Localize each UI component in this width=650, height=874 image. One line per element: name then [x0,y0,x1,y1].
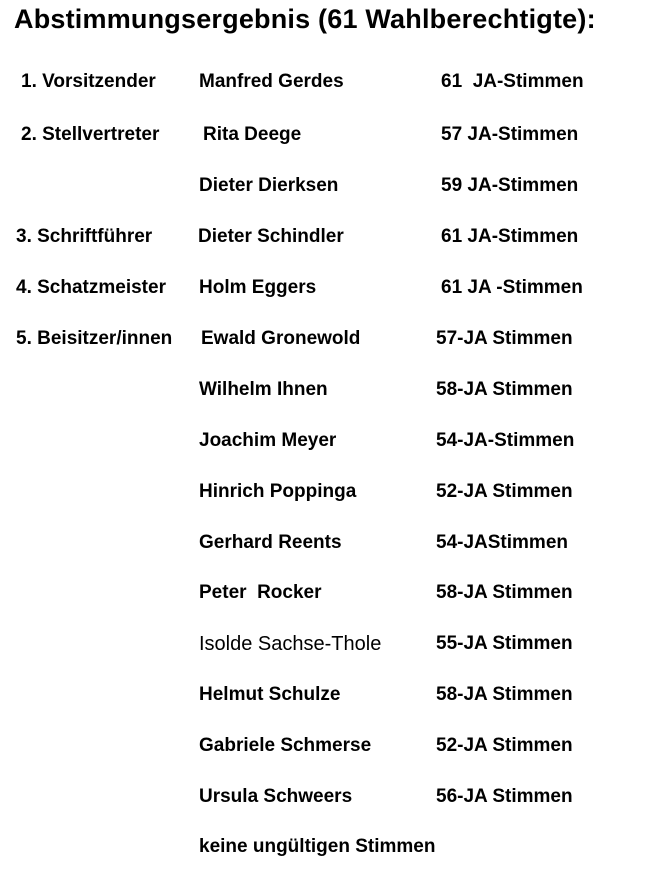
vote-count: 61 JA-Stimmen [441,226,579,247]
table-row [0,70,650,94]
vote-count: 54-JAStimmen [436,532,568,553]
vote-count: 59 JA-Stimmen [441,175,579,196]
table-row [0,632,650,656]
table-row [0,123,650,147]
candidate-name: Ursula Schweers [199,786,353,807]
table-row [0,276,650,300]
table-row [0,785,650,809]
candidate-name: Manfred Gerdes [199,71,344,92]
vote-count: 56-JA Stimmen [436,786,573,807]
table-row [0,480,650,504]
candidate-name: Ewald Gronewold [201,328,361,349]
table-row [0,429,650,453]
table-row [0,174,650,198]
candidate-name: Joachim Meyer [199,430,337,451]
candidate-name: Dieter Dierksen [199,175,339,196]
role-label: 4. Schatzmeister [16,277,166,298]
vote-count: 61 JA -Stimmen [441,277,583,298]
vote-count: 57 JA-Stimmen [441,124,579,145]
vote-count: 54-JA-Stimmen [436,430,575,451]
table-row [0,581,650,605]
candidate-name: Gabriele Schmerse [199,735,372,756]
role-label: 1. Vorsitzender [21,71,156,92]
candidate-name: Hinrich Poppinga [199,481,357,502]
candidate-name: Gerhard Reents [199,532,342,553]
role-label: 2. Stellvertreter [21,124,160,145]
invalid-votes-note: keine ungültigen Stimmen [199,836,436,857]
vote-count: 58-JA Stimmen [436,582,573,603]
candidate-name: Rita Deege [203,124,302,145]
candidate-name: Wilhelm Ihnen [199,379,328,400]
table-row [0,531,650,555]
candidate-name: Helmut Schulze [199,684,341,705]
table-row [0,683,650,707]
page-title: Abstimmungsergebnis (61 Wahlberechtigte): [14,4,596,34]
role-label: 3. Schriftführer [16,226,153,247]
vote-count: 58-JA Stimmen [436,684,573,705]
vote-count: 55-JA Stimmen [436,633,573,654]
vote-count: 58-JA Stimmen [436,379,573,400]
table-row [0,734,650,758]
vote-count: 57-JA Stimmen [436,328,573,349]
candidate-name: Isolde Sachse-Thole [199,633,382,655]
table-row [0,225,650,249]
vote-count: 61 JA-Stimmen [441,71,584,92]
candidate-name: Peter Rocker [199,582,322,603]
table-row [0,327,650,351]
candidate-name: Holm Eggers [199,277,317,298]
table-row [0,378,650,402]
vote-count: 52-JA Stimmen [436,481,573,502]
candidate-name: Dieter Schindler [198,226,344,247]
role-label: 5. Beisitzer/innen [16,328,173,349]
vote-count: 52-JA Stimmen [436,735,573,756]
